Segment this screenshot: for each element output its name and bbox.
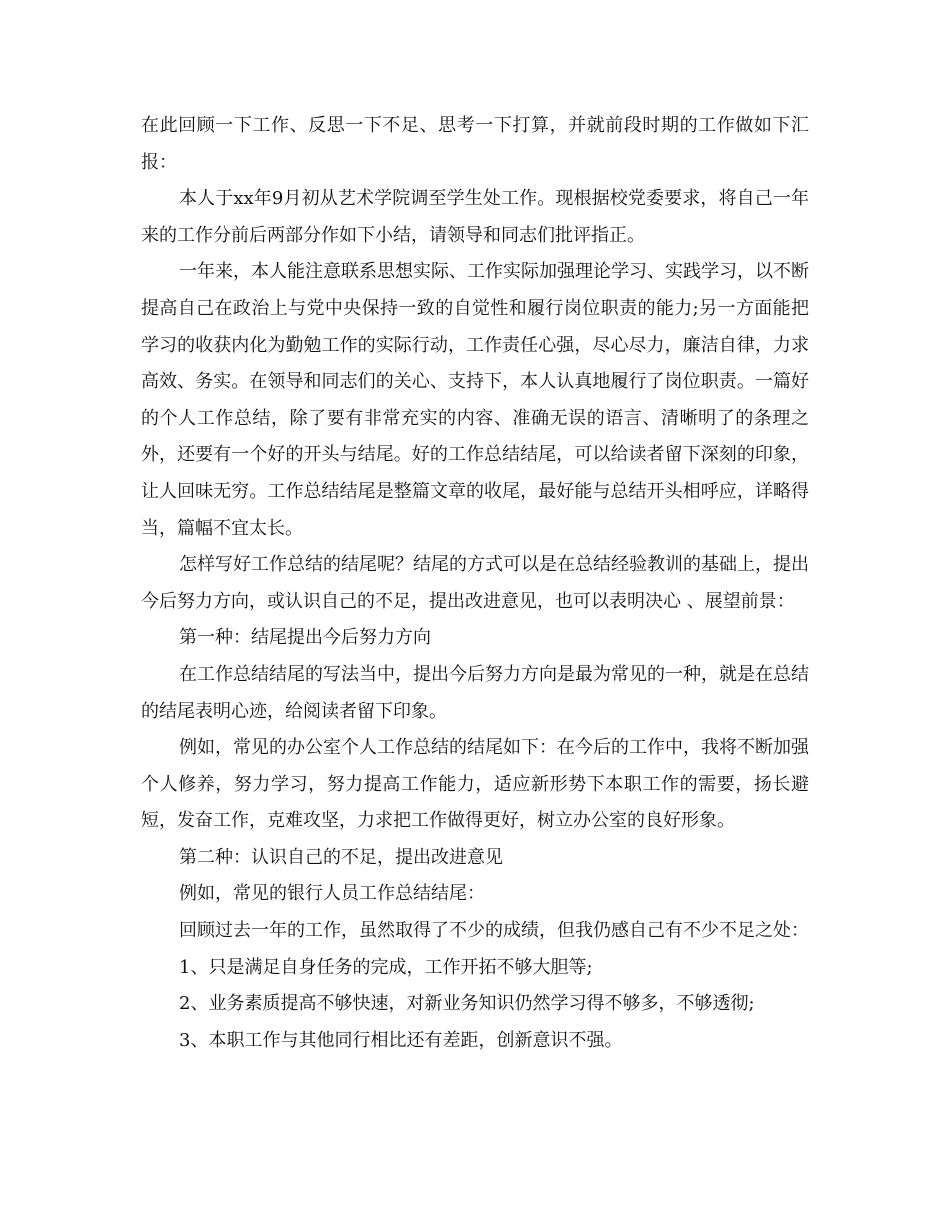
paragraph-8: 回顾过去一年的工作，虽然取得了不少的成绩，但我仍感自己有不少不足之处： bbox=[179, 920, 809, 942]
paragraph-5: 在工作总结结尾的写法当中，提出今后努力方向是最为常见的一种，就是在总结的结尾表明心迹，给阅读者留下印象。 bbox=[141, 663, 809, 722]
paragraph-2: 本人于xx年9月初从艺术学院调至学生处工作。现根据校党委要求，将自己一年来的工作分前后两部分作如下小结，请领导和同志们批评指正。 bbox=[141, 188, 809, 246]
paragraph-1: 在此回顾一下工作、反思一下不足、思考一下打算，并就前段时期的工作做如下汇报： bbox=[141, 115, 809, 173]
paragraph-7: 例如，常见的银行人员工作总结结尾： bbox=[179, 883, 485, 905]
paragraph-4: 怎样写好工作总结的结尾呢？结尾的方式可以是在总结经验教训的基础上，提出今后努力方向，或认识自己的不足，提出改进意见，也可以表明决心 、展望前景： bbox=[141, 554, 809, 612]
list-item-2: 2、业务素质提高不够快速，对新业务知识仍然学习得不够多，不够透彻; bbox=[179, 993, 755, 1015]
list-item-3: 3、本职工作与其他同行相比还有差距，创新意识不强。 bbox=[179, 1029, 623, 1051]
list-item-1: 1、只是满足自身任务的完成，工作开拓不够大胆等; bbox=[179, 956, 593, 978]
paragraph-6: 例如，常见的办公室个人工作总结的结尾如下：在今后的工作中，我将不断加强个人修养，努力学习，努力提高工作能力，适应新形势下本职工作的需要，扬长避短，发奋工作，克难攻坚，力求把工作做得更好，树立办公室的良好形象。 bbox=[141, 737, 809, 832]
section-heading-2: 第二种：认识自己的不足，提出改进意见 bbox=[179, 846, 503, 868]
document-page bbox=[141, 108, 809, 1059]
paragraph-3: 一年来，本人能注意联系思想实际、工作实际加强理论学习、实践学习，以不断提高自己在政治上与党中央保持一致的自觉性和履行岗位职责的能力;另一方面能把学习的收获内化为勤勉工作的实际行动，工作责任心强，尽心尽力，廉洁自律，力求高效、务实。在领导和同志们的关心、支持下，本人认真地履行了岗位职责。一篇好的个人工作总结，除了要有非常充实的内容、准确无误的语言、清晰明了的条理之外，还要有一个好的开头与结尾。好的工作总结结尾，可以给读者留下深刻的印象，让人回味无穷。工作总结结尾是整篇文章的收尾，最好能与总结开头相呼应，详略得当，篇幅不宜太长。 bbox=[141, 261, 809, 539]
section-heading-1: 第一种：结尾提出今后努力方向 bbox=[179, 627, 431, 649]
